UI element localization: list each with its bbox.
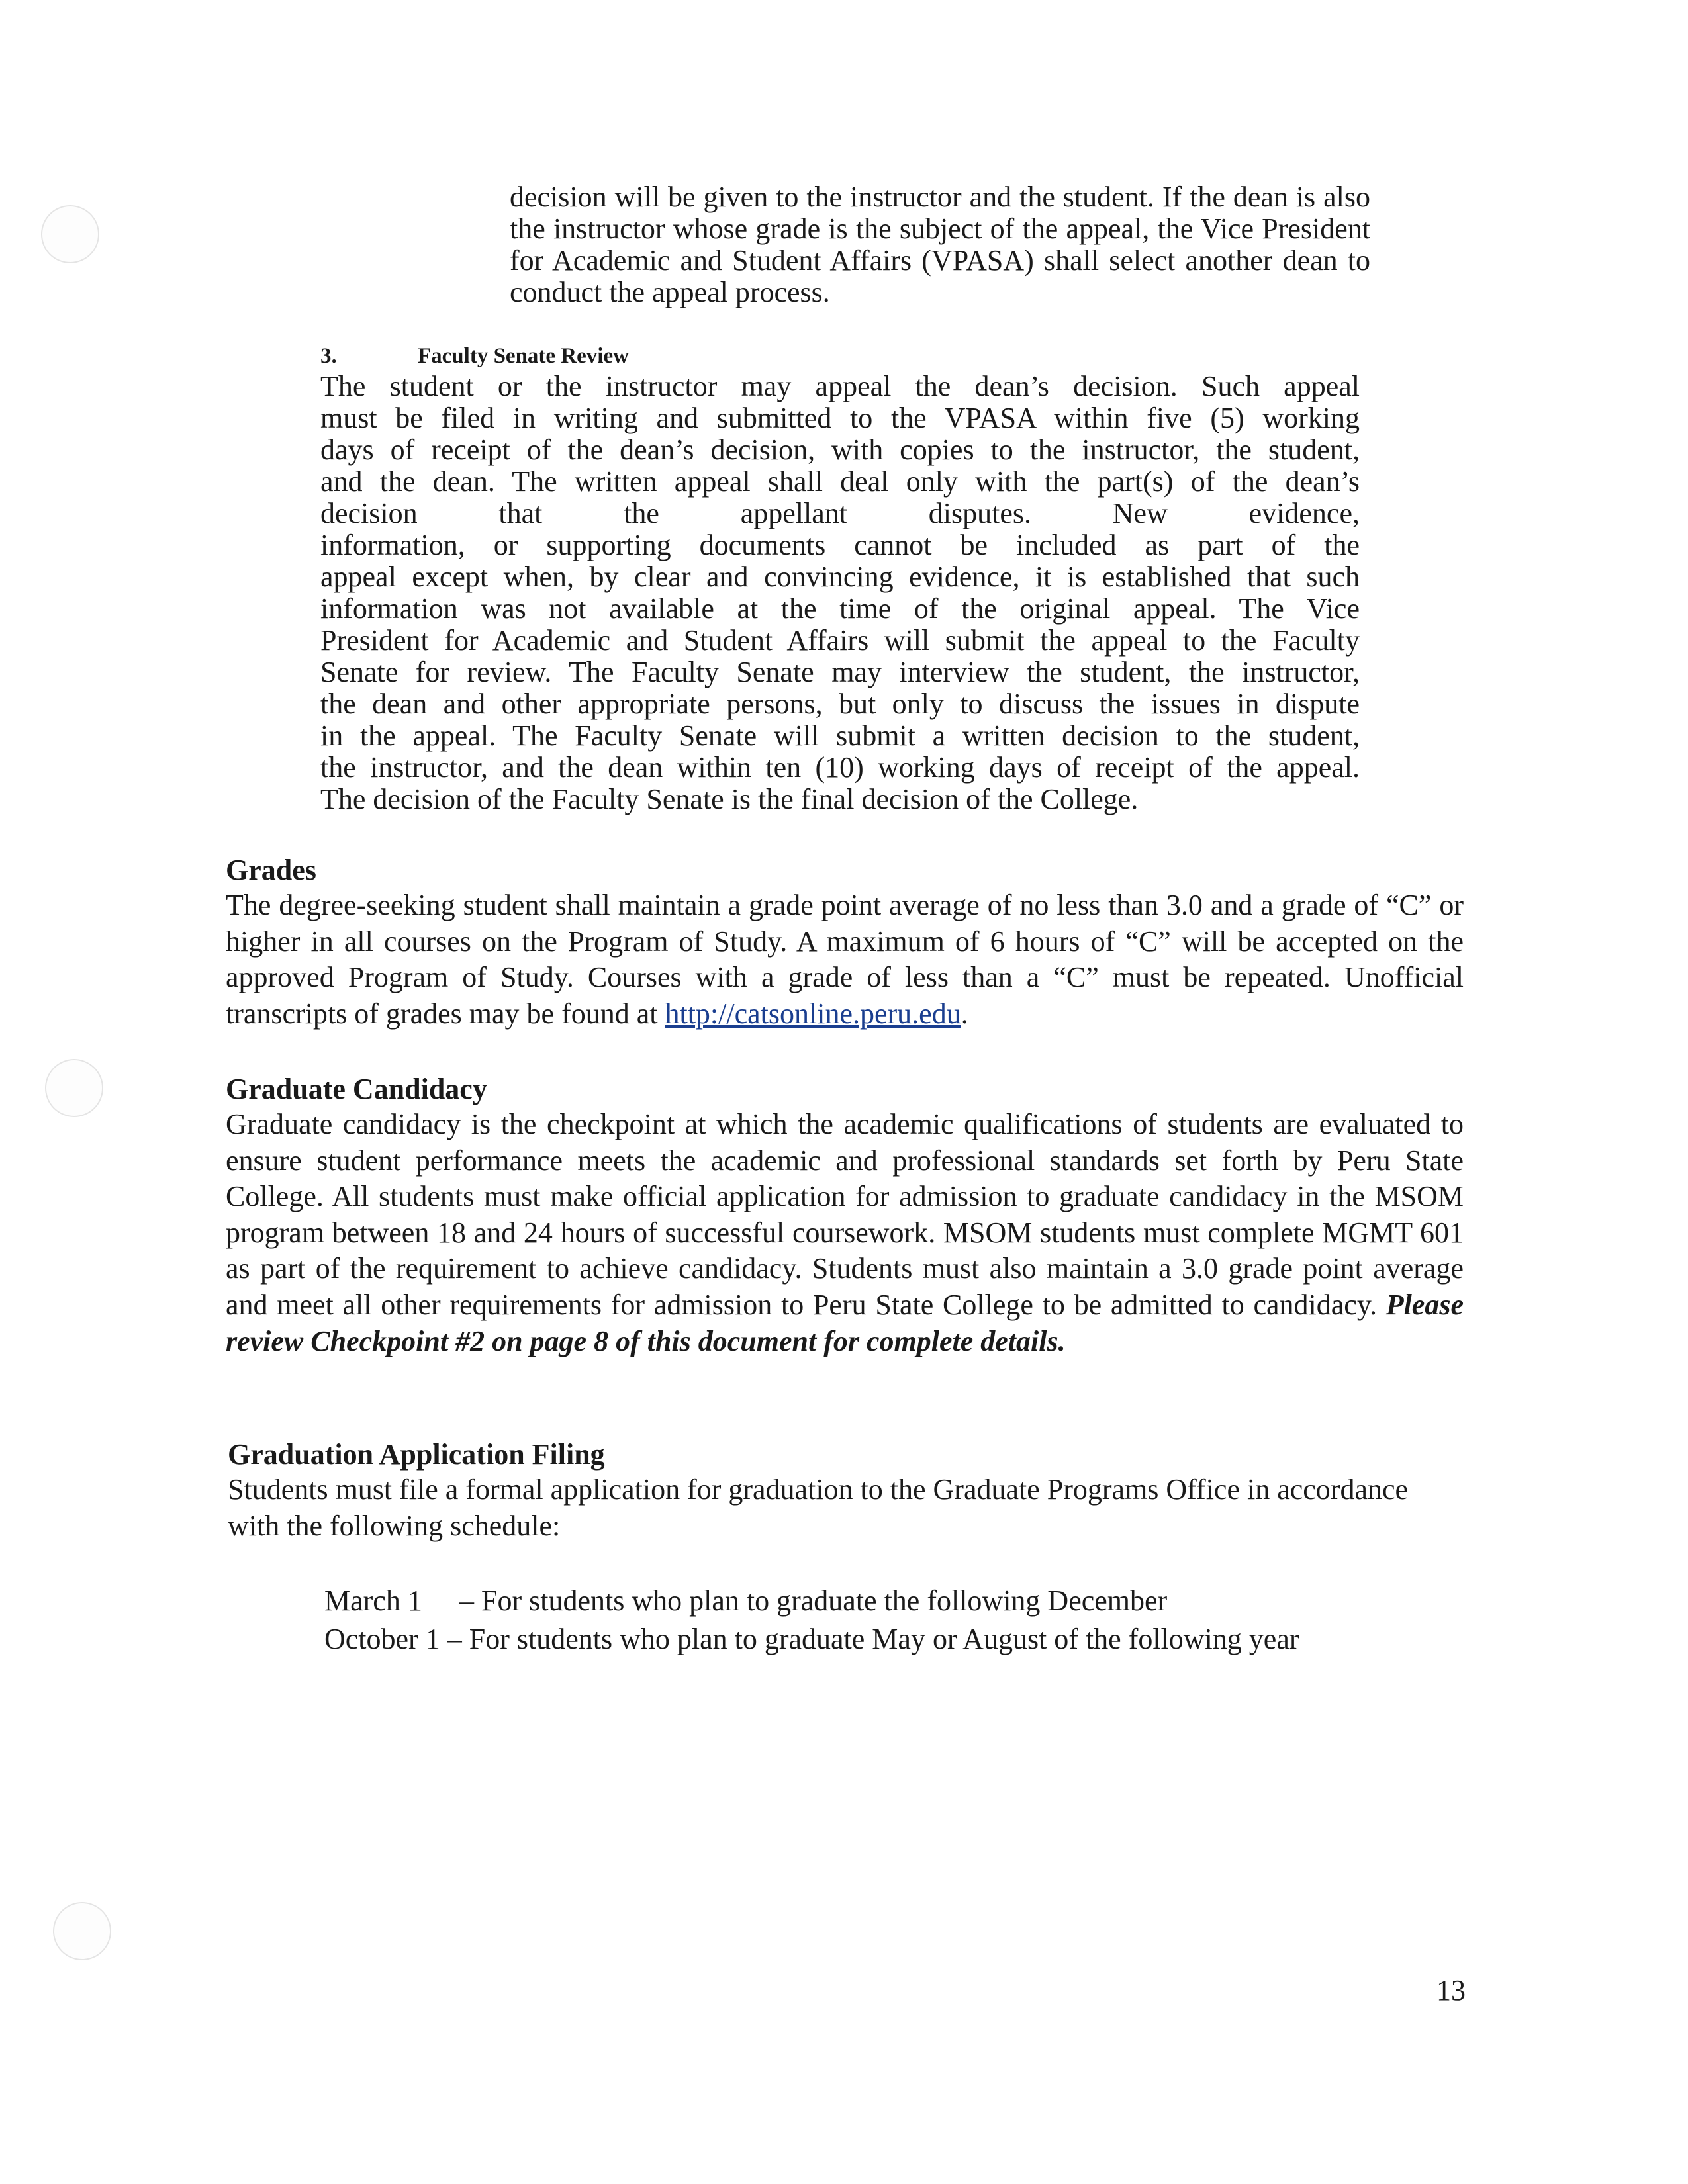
review-line: the dean and other appropriate persons, but only to discuss the issues in dispute xyxy=(320,688,1360,720)
graduation-filing-paragraph: Students must file a formal application for graduation to the Graduate Programs Office in accordance with the following schedule: xyxy=(228,1473,1409,1542)
appeal-continuation-text: decision will be given to the instructor and the student. If the dean is also the instructor whose grade is the subject of the appeal, the Vice President for Academic and Student Affairs (VPASA) shall select another dean to conduct the appeal process. xyxy=(510,181,1370,308)
section-number: 3. xyxy=(320,344,337,368)
schedule-row xyxy=(324,1582,1299,1620)
appeal-continuation-paragraph xyxy=(510,181,1370,308)
binder-hole-middle xyxy=(45,1059,103,1117)
section-title: Faculty Senate Review xyxy=(418,344,629,368)
grades-text-end: . xyxy=(961,997,968,1030)
faculty-senate-review-heading xyxy=(320,343,1380,369)
review-line: The student or the instructor may appeal the dean’s decision. Such appeal xyxy=(320,370,1360,402)
grades-text: The degree-seeking student shall maintain a grade point average of no less than 3.0 and a grade of “C” or higher in all courses on the Program of Study. A maximum of 6 hours of “C” will be accepted on the approved Program of Study. Courses with a grade of less than a “C” must be repeated. Unofficial transcripts of grades may be found at xyxy=(226,889,1464,1030)
review-line: must be filed in writing and submitted to the VPASA within five (5) working xyxy=(320,402,1360,434)
schedule-date: October 1 xyxy=(324,1623,440,1655)
review-line: and the dean. The written appeal shall deal only with the part(s) of the dean’s xyxy=(320,465,1360,498)
graduate-candidacy-paragraph xyxy=(226,1107,1464,1359)
graduation-filing-heading: Graduation Application Filing xyxy=(228,1438,605,1471)
review-line: information, or supporting documents cannot be included as part of the xyxy=(320,529,1360,561)
schedule-description: – For students who plan to graduate the following December xyxy=(459,1584,1168,1617)
review-line: President for Academic and Student Affairs will submit the appeal to the Faculty xyxy=(320,624,1360,657)
review-line: in the appeal. The Faculty Senate will submit a written decision to the student, xyxy=(320,719,1360,752)
grades-heading: Grades xyxy=(226,854,316,886)
graduation-filing-section xyxy=(228,1437,1466,1544)
schedule-row xyxy=(324,1620,1299,1659)
grades-paragraph xyxy=(226,887,1464,1032)
review-line: Senate for review. The Faculty Senate may interview the student, the instructor, xyxy=(320,656,1360,688)
grades-section xyxy=(226,853,1464,1032)
review-line: days of receipt of the dean’s decision, with copies to the instructor, the student, xyxy=(320,433,1360,466)
review-line: appeal except when, by clear and convincing evidence, it is established that such xyxy=(320,561,1360,593)
binder-hole-top xyxy=(41,205,99,263)
page-number: 13 xyxy=(1436,1974,1466,2007)
graduate-candidacy-heading: Graduate Candidacy xyxy=(226,1073,487,1105)
review-line: information was not available at the time of the original appeal. The Vice xyxy=(320,592,1360,625)
checkpoint-note: Please review Checkpoint #2 on page 8 of this document for complete details. xyxy=(226,1288,1464,1357)
schedule-description: – For students who plan to graduate May or August of the following year xyxy=(447,1623,1299,1655)
faculty-senate-review-body xyxy=(320,371,1360,815)
review-line: The decision of the Faculty Senate is the final decision of the College. xyxy=(320,783,1139,815)
schedule-date: March 1 xyxy=(324,1584,422,1617)
graduate-candidacy-section xyxy=(226,1072,1464,1359)
binder-hole-bottom xyxy=(53,1902,111,1960)
review-line: the instructor, and the dean within ten (10) working days of receipt of the appeal. xyxy=(320,751,1360,784)
filing-schedule xyxy=(324,1582,1299,1659)
transcripts-link[interactable]: http://catsonline.peru.edu xyxy=(665,997,961,1030)
graduate-candidacy-text: Graduate candidacy is the checkpoint at which the academic qualifications of students are evaluated to ensure student performance meets the academic and professional standards set forth by Peru State College. All students must make official application for admission to graduate candidacy in the MSOM program between 18 and 24 hours of successful coursework. MSOM students must complete MGMT 601 as part of the requirement to achieve candidacy. Students must also maintain a 3.0 grade point average and meet all other requirements for admission to Peru State College to be admitted to candidacy. xyxy=(226,1108,1464,1321)
review-line: decision that the appellant disputes. New evidence, xyxy=(320,497,1360,529)
